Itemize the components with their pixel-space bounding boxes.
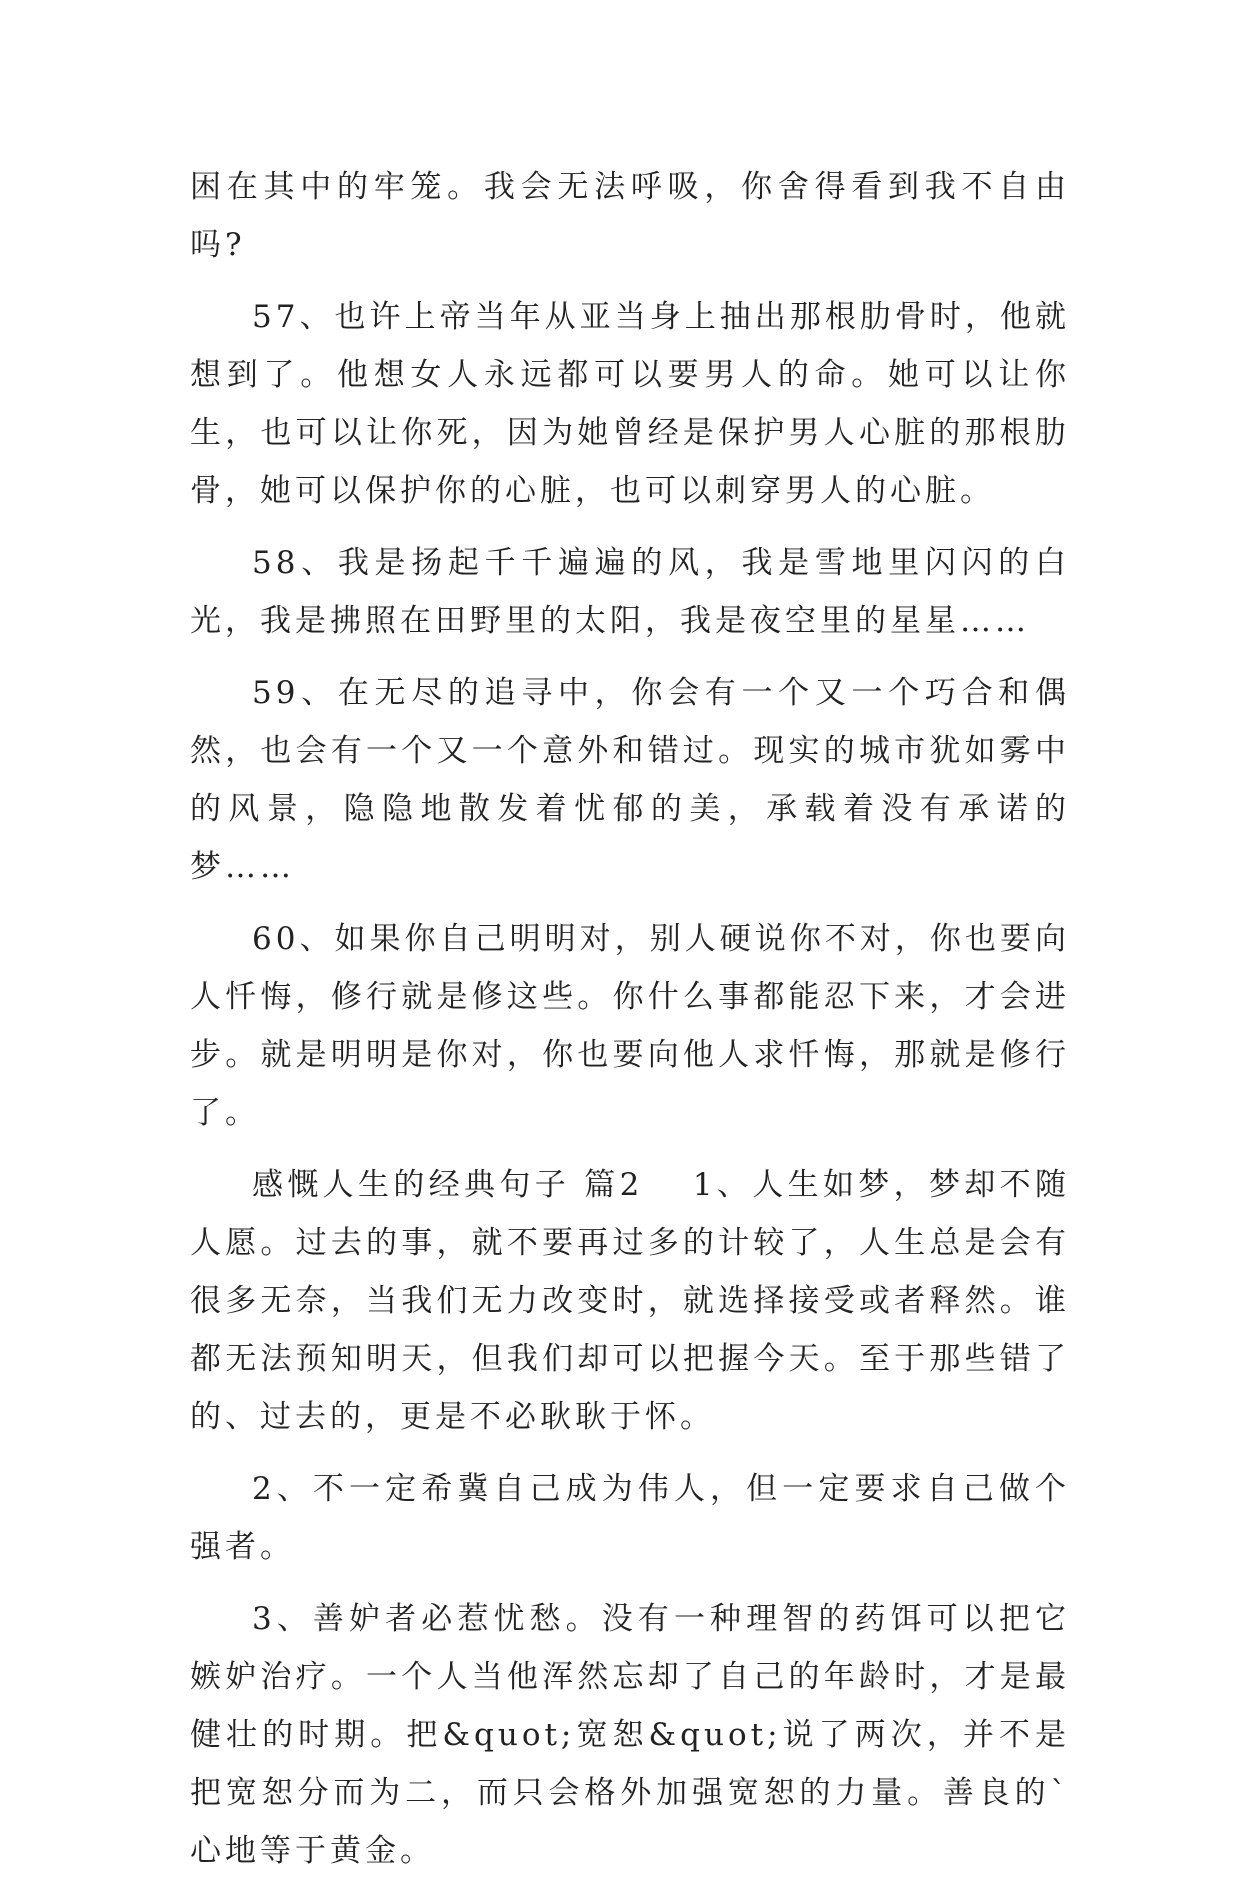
paragraph-57: 57、也许上帝当年从亚当身上抽出那根肋骨时，他就想到了。他想女人永远都可以要男人的命。她可以让你生，也可以让你死，因为她曾经是保护男人心脏的那根肋骨，她可以保护你的心脏，也可以刺穿男人的心脏。 <box>190 299 1070 509</box>
paragraph-58: 58、我是扬起千千遍遍的风，我是雪地里闪闪的白光，我是拂照在田野里的太阳，我是夜空里的星星…… <box>190 545 1070 639</box>
paragraph-continued: 困在其中的牢笼。我会无法呼吸，你舍得看到我不自由吗? <box>190 169 1070 263</box>
paragraph-item-2: 2、不一定希冀自己成为伟人，但一定要求自己做个强者。 <box>190 1471 1070 1565</box>
paragraph-section-2-item-1: 感慨人生的经典句子 篇2 1、人生如梦，梦却不随人愿。过去的事，就不要再过多的计较了，人生总是会有很多无奈，当我们无力改变时，就选择接受或者释然。谁都无法预知明天，但我们却可以把握今天。至于那些错了的、过去的，更是不必耿耿于怀。 <box>190 1167 1070 1435</box>
paragraph-59: 59、在无尽的追寻中，你会有一个又一个巧合和偶然，也会有一个又一个意外和错过。现实的城市犹如雾中的风景，隐隐地散发着忧郁的美，承载着没有承诺的梦…… <box>190 675 1070 885</box>
body-text <box>190 158 1070 1880</box>
paragraph-item-3: 3、善妒者必惹忧愁。没有一种理智的药饵可以把它嫉妒治疗。一个人当他浑然忘却了自己的年龄时，才是最健壮的时期。把&quot;宽恕&quot;说了两次，并不是把宽恕分而为二，而只会格外加强宽恕的力量。善良的`心地等于黄金。 <box>190 1601 1070 1869</box>
paragraph-60: 60、如果你自己明明对，别人硬说你不对，你也要向人忏悔，修行就是修这些。你什么事都能忍下来，才会进步。就是明明是你对，你也要向他人求忏悔，那就是修行了。 <box>190 921 1070 1131</box>
